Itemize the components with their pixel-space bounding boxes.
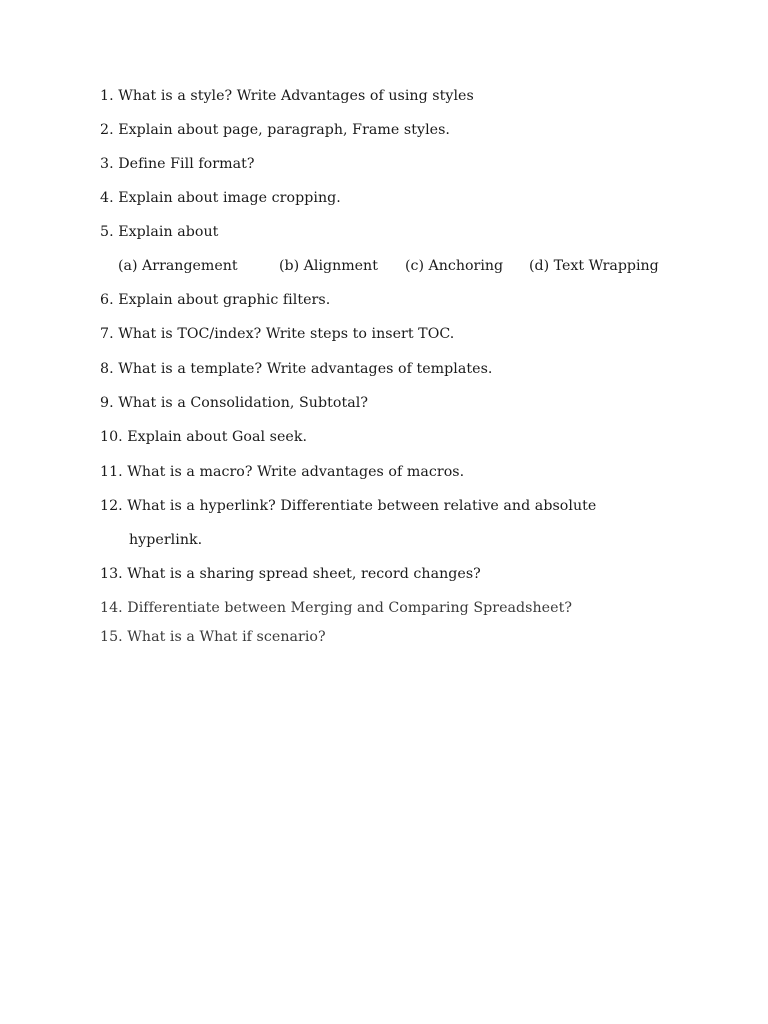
question-5-option-c: (c) Anchoring (405, 258, 504, 274)
question-2: 2. Explain about page, paragraph, Frame styles. (100, 122, 450, 138)
question-10: 10. Explain about Goal seek. (100, 429, 308, 445)
question-15: 15. What is a What if scenario? (100, 629, 326, 645)
question-7: 7. What is TOC/index? Write steps to insert TOC. (100, 326, 455, 342)
question-12-continuation: hyperlink. (129, 532, 203, 548)
question-12: 12. What is a hyperlink? Differentiate between relative and absolute (100, 498, 597, 514)
question-1: 1. What is a style? Write Advantages of using styles (100, 88, 474, 104)
question-5-option-d: (d) Text Wrapping (529, 258, 659, 274)
question-14: 14. Differentiate between Merging and Comparing Spreadsheet? (100, 600, 572, 616)
question-9: 9. What is a Consolidation, Subtotal? (100, 395, 368, 411)
question-5-option-b: (b) Alignment (279, 258, 378, 274)
question-11: 11. What is a macro? Write advantages of macros. (100, 464, 465, 480)
question-8: 8. What is a template? Write advantages of templates. (100, 361, 493, 377)
question-3: 3. Define Fill format? (100, 156, 255, 172)
question-6: 6. Explain about graphic filters. (100, 292, 331, 308)
question-13: 13. What is a sharing spread sheet, record changes? (100, 566, 481, 582)
question-5: 5. Explain about (100, 224, 219, 240)
question-4: 4. Explain about image cropping. (100, 190, 341, 206)
question-5-option-a: (a) Arrangement (118, 258, 238, 274)
